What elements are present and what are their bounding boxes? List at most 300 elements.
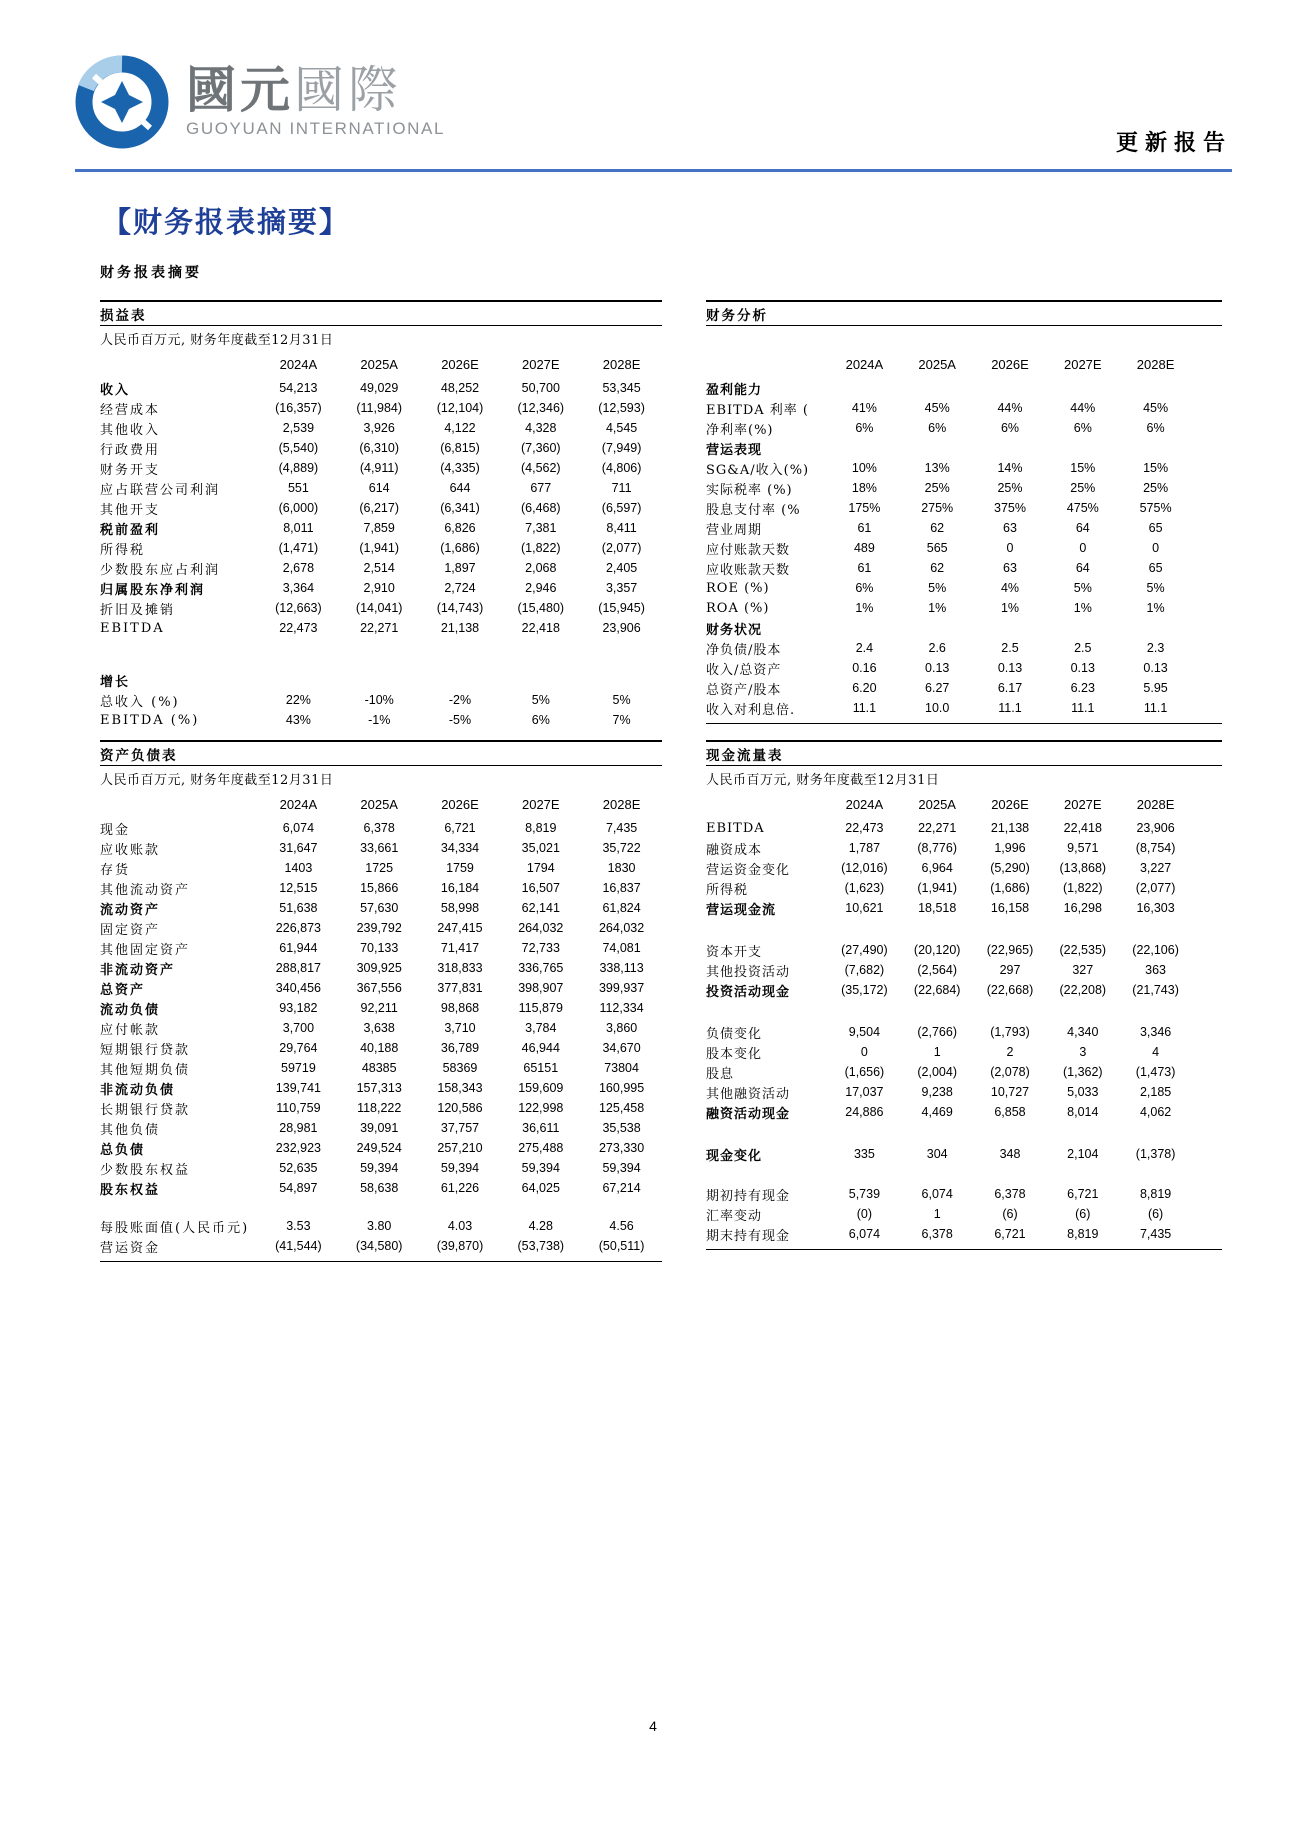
cell-value: 6% — [1146, 421, 1165, 435]
cell-value: 160,995 — [598, 1081, 645, 1095]
cell-value: 4,062 — [1139, 1105, 1172, 1119]
cell-value: 6,378 — [363, 821, 395, 835]
cell-value: 59,394 — [360, 1161, 399, 1175]
cell-value: 46,944 — [521, 1041, 560, 1055]
cell-value: 1 — [933, 1045, 941, 1059]
cell-value: 3,346 — [1139, 1025, 1172, 1039]
table-row — [706, 598, 1222, 618]
cell-value: (5,290) — [990, 861, 1030, 875]
cell-value: (1,686) — [440, 541, 480, 555]
row-label: 非流动负债 — [100, 1082, 176, 1098]
cell-value: 15,866 — [360, 881, 399, 895]
cell-value: 175% — [848, 501, 881, 515]
cell-value: 12,515 — [279, 881, 318, 895]
cell-value: (1,822) — [1062, 881, 1103, 895]
row-label: 其他投资活动 — [706, 964, 791, 980]
row-spacer — [706, 1164, 1222, 1184]
table-row — [706, 398, 1222, 418]
cell-value: 1% — [928, 601, 947, 615]
cell-value: 52,635 — [279, 1161, 318, 1175]
table-row — [706, 578, 1222, 598]
table-row — [100, 1178, 662, 1198]
cell-value: 35,538 — [602, 1121, 641, 1135]
year-label: 2026E — [441, 357, 479, 372]
cell-value: 3,926 — [363, 421, 395, 435]
cell-value: 54,213 — [279, 381, 318, 395]
cell-value: 10,621 — [845, 901, 884, 915]
cell-value: 10,727 — [990, 1085, 1030, 1099]
row-label: 营运资金 — [100, 1240, 161, 1256]
row-label: 资本开支 — [706, 944, 763, 960]
cell-value: 1,787 — [848, 841, 881, 855]
cell-value: 3,364 — [282, 581, 315, 595]
cell-value: 70,133 — [360, 941, 399, 955]
cell-value: 71,417 — [440, 941, 480, 955]
table-row — [706, 1042, 1222, 1062]
table-row — [100, 598, 662, 618]
cell-value: 6.23 — [1070, 681, 1095, 695]
cell-value: 6% — [531, 713, 550, 727]
cell-value: 1,897 — [444, 561, 476, 575]
cell-value: 2.5 — [1074, 641, 1092, 655]
cell-value: (6) — [1002, 1207, 1018, 1221]
cell-value: 50,700 — [521, 381, 560, 395]
table-row — [706, 1082, 1222, 1102]
cell-value: 62,141 — [521, 901, 560, 915]
row-label: 其他流动资产 — [100, 882, 191, 898]
table-row — [706, 558, 1222, 578]
row-label: 负债变化 — [706, 1026, 763, 1042]
year-label: 2025A — [360, 797, 398, 812]
cell-value: 44% — [1070, 401, 1096, 415]
row-label: 投资活动现金 — [706, 984, 791, 1000]
table-row — [706, 1224, 1222, 1244]
page-number: 4 — [649, 1718, 657, 1734]
cell-value: 575% — [1139, 501, 1172, 515]
year-label: 2027E — [1063, 797, 1102, 812]
cell-value: (1,473) — [1135, 1065, 1176, 1079]
cell-value: 0 — [1006, 541, 1014, 555]
table-unit-note: 人民币百万元, 财务年度截至12月31日 — [100, 333, 334, 348]
cell-value: 377,831 — [437, 981, 483, 995]
cell-value: 23,906 — [602, 621, 641, 635]
cell-value: 2,185 — [1139, 1085, 1172, 1099]
cell-value: (0) — [856, 1207, 873, 1221]
cell-value: 6,378 — [921, 1227, 953, 1241]
cell-value: 348 — [999, 1147, 1021, 1161]
cell-value: (4,562) — [520, 461, 561, 475]
cell-value: 45% — [1143, 401, 1169, 415]
cell-value: 2,068 — [525, 561, 557, 575]
cell-value: (8,776) — [917, 841, 957, 855]
cell-value: 93,182 — [279, 1001, 318, 1015]
cell-value: 48,252 — [440, 381, 480, 395]
table-row — [706, 478, 1222, 498]
table-row — [100, 958, 662, 978]
cell-value: -10% — [364, 693, 394, 707]
cell-value: 22,418 — [521, 621, 560, 635]
cell-value: 3 — [1079, 1045, 1087, 1059]
cell-value: 65151 — [523, 1061, 559, 1075]
cell-value: 288,817 — [275, 961, 321, 975]
brand-name-cn-dark: 國元 — [186, 60, 294, 119]
cell-value: 139,741 — [275, 1081, 321, 1095]
row-label: 实际税率 (%) — [706, 482, 793, 498]
cell-value: 57,630 — [360, 901, 399, 915]
cell-value: 15% — [1143, 461, 1169, 475]
cell-value: 551 — [287, 481, 309, 495]
row-label: 收入 — [100, 382, 131, 398]
cell-value: 8,819 — [1067, 1227, 1099, 1241]
cell-value: 36,789 — [440, 1041, 480, 1055]
row-label: 其他收入 — [100, 422, 161, 438]
cell-value: 3,227 — [1139, 861, 1172, 875]
cell-value: (34,580) — [355, 1239, 403, 1253]
cell-value: 28,981 — [279, 1121, 318, 1135]
table-row — [100, 1018, 662, 1038]
cell-value: 118,222 — [357, 1101, 402, 1115]
table-row — [100, 558, 662, 578]
cell-value: 4,328 — [525, 421, 557, 435]
year-label: 2026E — [991, 797, 1029, 812]
row-label: 所得税 — [100, 542, 146, 558]
row-label: 营运现金流 — [706, 902, 777, 918]
cell-value: 67,214 — [602, 1181, 641, 1195]
cell-value: 73804 — [604, 1061, 639, 1075]
cell-value: 475% — [1066, 501, 1099, 515]
cell-value: 110,759 — [276, 1101, 321, 1115]
cell-value: (13,868) — [1059, 861, 1107, 875]
row-label: 应收账款天数 — [706, 562, 791, 578]
table-row — [100, 878, 662, 898]
cell-value: 6,074 — [282, 821, 315, 835]
cell-value: 275% — [921, 501, 954, 515]
cell-value: 0 — [1152, 541, 1160, 555]
cell-value: 239,792 — [356, 921, 402, 935]
cell-value: 5% — [531, 693, 550, 707]
table-row — [100, 458, 662, 478]
cell-value: (14,743) — [436, 601, 484, 615]
cell-value: 8,819 — [525, 821, 557, 835]
cell-value: 3,710 — [444, 1021, 476, 1035]
row-label: 固定资产 — [100, 922, 161, 938]
cell-value: 36,611 — [522, 1121, 560, 1135]
cell-value: 6,826 — [444, 521, 476, 535]
cell-value: 6% — [855, 581, 874, 595]
table-row — [706, 878, 1222, 898]
table-title: 损益表 — [100, 300, 662, 326]
cell-value: (7,360) — [520, 441, 561, 455]
cell-value: 158,343 — [437, 1081, 483, 1095]
cell-value: (6,310) — [359, 441, 399, 455]
cell-value: 7,435 — [1139, 1227, 1172, 1241]
year-label: 2026E — [991, 357, 1029, 372]
cell-value: 61,944 — [279, 941, 318, 955]
table-row — [706, 898, 1222, 918]
table-row — [100, 858, 662, 878]
cell-value: (22,965) — [986, 943, 1034, 957]
table-row — [706, 1062, 1222, 1082]
row-label: ROE (%) — [706, 580, 770, 596]
brand-text — [186, 54, 445, 139]
cell-value: (1,471) — [278, 541, 319, 555]
cell-value: (7,949) — [601, 441, 642, 455]
cell-value: 11.1 — [852, 701, 877, 715]
cell-value: 25% — [1070, 481, 1096, 495]
row-label: EBITDA — [706, 820, 765, 836]
cell-value: 16,184 — [440, 881, 480, 895]
page-title: 【财务报表摘要】 — [102, 205, 351, 239]
cell-value: 22,473 — [279, 621, 318, 635]
cell-value: (6) — [1147, 1207, 1164, 1221]
cell-value: 63 — [1003, 561, 1017, 575]
table-row — [100, 1098, 662, 1118]
cell-value: 61,226 — [440, 1181, 480, 1195]
cell-value: 398,907 — [518, 981, 564, 995]
row-spacer — [100, 638, 662, 670]
row-label: 少数股东权益 — [100, 1162, 191, 1178]
cell-value: 3.80 — [367, 1219, 392, 1233]
cell-value: 31,647 — [279, 841, 318, 855]
cell-value: 59,394 — [521, 1161, 560, 1175]
cell-value: 44% — [997, 401, 1023, 415]
year-label: 2027E — [521, 797, 560, 812]
table-title: 现金流量表 — [706, 740, 1222, 766]
cell-value: 54,897 — [279, 1181, 318, 1195]
row-label: 净负债/股本 — [706, 642, 782, 658]
cell-value: (6,341) — [440, 501, 480, 515]
cell-value: 4,340 — [1067, 1025, 1099, 1039]
cell-value: 399,937 — [598, 981, 645, 995]
cell-value: 120,586 — [437, 1101, 483, 1115]
cell-value: 264,032 — [598, 921, 645, 935]
year-label: 2028E — [1136, 357, 1175, 372]
table-row — [706, 458, 1222, 478]
table-row — [706, 1102, 1222, 1122]
table-row — [706, 498, 1222, 518]
cash-flow-table — [706, 740, 1222, 1250]
year-label: 2028E — [1136, 797, 1175, 812]
cell-value: (15,480) — [517, 601, 565, 615]
cell-value: (12,016) — [841, 861, 888, 875]
table-row — [100, 398, 662, 418]
cell-value: 21,138 — [990, 821, 1030, 835]
table-row — [100, 978, 662, 998]
cell-value: 61 — [857, 521, 872, 535]
cell-value: 2,405 — [605, 561, 638, 575]
cell-value: (1,686) — [990, 881, 1030, 895]
cell-value: (22,208) — [1059, 983, 1107, 997]
row-label: 每股账面值(人民币元) — [100, 1220, 250, 1236]
cell-value: 6% — [1073, 421, 1092, 435]
cell-value: 1% — [1000, 601, 1020, 615]
cell-value: 61 — [857, 561, 872, 575]
cell-value: 24,886 — [845, 1105, 884, 1119]
cell-value: 3.53 — [286, 1219, 311, 1233]
cell-value: 10% — [851, 461, 877, 475]
year-label: 2024A — [279, 357, 318, 372]
cell-value: 297 — [999, 963, 1021, 977]
cell-value: 4% — [1000, 581, 1020, 595]
cell-value: 58,998 — [440, 901, 480, 915]
cell-value: (12,593) — [598, 401, 645, 415]
cell-value: 257,210 — [437, 1141, 483, 1155]
row-label: EBITDA 利率 ( — [706, 402, 809, 418]
cell-value: (2,564) — [917, 963, 957, 977]
cell-value: 1% — [1073, 601, 1092, 615]
cell-value: (39,870) — [436, 1239, 484, 1253]
cell-value: 375% — [994, 501, 1026, 515]
cell-value: 6,858 — [994, 1105, 1026, 1119]
cell-value: 18% — [851, 481, 877, 495]
cell-value: 273,330 — [598, 1141, 645, 1155]
cell-value: (1,941) — [917, 881, 957, 895]
cell-value: 16,507 — [521, 881, 560, 895]
year-header-row — [706, 351, 1222, 378]
table-row — [100, 1216, 662, 1236]
cell-value: 2.6 — [928, 641, 946, 655]
cell-value: (22,668) — [986, 983, 1034, 997]
cell-value: 318,833 — [437, 961, 483, 975]
cell-value: 5% — [928, 581, 947, 595]
cell-value: 122,998 — [518, 1101, 564, 1115]
cell-value: 21,138 — [440, 621, 480, 635]
cell-value: 65 — [1148, 521, 1163, 535]
cell-value: 16,837 — [602, 881, 641, 895]
table-row — [706, 638, 1222, 658]
cell-value: 6,074 — [848, 1227, 881, 1241]
table-row — [100, 618, 662, 638]
year-label: 2028E — [602, 797, 641, 812]
cell-value: 0.16 — [852, 661, 877, 675]
row-label: 融资活动现金 — [706, 1106, 791, 1122]
cell-value: 2 — [1006, 1045, 1014, 1059]
table-row — [706, 980, 1222, 1000]
row-label: 应付帐款 — [100, 1022, 161, 1038]
cell-value: 61,824 — [602, 901, 641, 915]
cell-value: 0.13 — [925, 661, 950, 675]
row-label: 税前盈利 — [100, 522, 161, 538]
cell-value: 1830 — [607, 861, 636, 875]
cell-value: 4.56 — [609, 1219, 634, 1233]
cell-value: (53,738) — [517, 1239, 565, 1253]
row-label: 流动负债 — [100, 1002, 161, 1018]
cell-value: 43% — [285, 713, 311, 727]
cell-value: 51,638 — [279, 901, 318, 915]
cell-value: 275,488 — [518, 1141, 564, 1155]
cell-value: 112,334 — [599, 1001, 644, 1015]
cell-value: (12,346) — [517, 401, 565, 415]
cell-value: 9,504 — [848, 1025, 881, 1039]
cell-value: 92,211 — [360, 1001, 398, 1015]
row-label: ROA (%) — [706, 600, 770, 616]
cell-value: (1,378) — [1135, 1147, 1176, 1161]
cell-value: (2,077) — [601, 541, 642, 555]
cell-value: 62 — [930, 521, 945, 535]
cell-value: (5,540) — [278, 441, 319, 455]
cell-value: 33,661 — [360, 841, 399, 855]
table-title: 财务分析 — [706, 300, 1222, 326]
cell-value: (6,597) — [601, 501, 642, 515]
cell-value: 2,678 — [282, 561, 315, 575]
table-row — [100, 498, 662, 518]
cell-value: 41% — [851, 401, 877, 415]
cell-value: 2,104 — [1067, 1147, 1099, 1161]
cell-value: 338,113 — [599, 961, 644, 975]
cell-value: (2,078) — [990, 1065, 1030, 1079]
row-label: 其他融资活动 — [706, 1086, 791, 1102]
cell-value: 2.4 — [855, 641, 874, 655]
row-label: 收入/总资产 — [706, 662, 782, 678]
cell-value: (12,663) — [275, 601, 322, 615]
cell-value: 49,029 — [360, 381, 399, 395]
cell-value: 64 — [1075, 561, 1090, 575]
row-label: 应占联营公司利润 — [100, 482, 221, 498]
cell-value: 16,158 — [990, 901, 1030, 915]
cell-value: 22% — [285, 693, 311, 707]
cell-value: 247,415 — [437, 921, 483, 935]
row-label: 非流动资产 — [100, 962, 176, 978]
row-label: SG&A/收入(%) — [706, 462, 810, 478]
cell-value: 17,037 — [845, 1085, 884, 1099]
brand-name-en: GUOYUAN INTERNATIONAL — [186, 118, 446, 138]
row-spacer — [706, 1122, 1222, 1144]
cell-value: 59,394 — [440, 1161, 480, 1175]
row-label: 融资成本 — [706, 842, 763, 858]
cell-value: 9,571 — [1067, 841, 1099, 855]
cell-value: 4 — [1152, 1045, 1160, 1059]
cell-value: 34,670 — [602, 1041, 641, 1055]
year-label: 2024A — [845, 357, 884, 372]
table-row — [100, 818, 662, 838]
cell-value: 62 — [930, 561, 945, 575]
cell-value: 0.13 — [997, 661, 1023, 675]
table-row — [706, 698, 1222, 718]
table-row — [100, 478, 662, 498]
year-label: 2024A — [845, 797, 884, 812]
row-label: 其他负债 — [100, 1122, 161, 1138]
cell-value: (6) — [1075, 1207, 1091, 1221]
table-row — [100, 710, 662, 730]
cell-value: 34,334 — [440, 841, 480, 855]
cell-value: 22,473 — [845, 821, 884, 835]
row-label: 总负债 — [100, 1142, 146, 1158]
table-row — [100, 378, 662, 398]
cell-value: 5,033 — [1067, 1085, 1099, 1099]
cell-value: 2,910 — [363, 581, 395, 595]
cell-value: 363 — [1145, 963, 1167, 977]
row-label: 少数股东应占利润 — [100, 562, 221, 578]
cell-value: 5% — [1146, 581, 1165, 595]
header-rule — [75, 169, 1232, 172]
year-label: 2027E — [1063, 357, 1102, 372]
cell-value: 159,609 — [518, 1081, 564, 1095]
cell-value: 9,238 — [921, 1085, 953, 1099]
year-label: 2024A — [279, 797, 318, 812]
row-label: 存货 — [100, 862, 131, 878]
cell-value: (35,172) — [841, 983, 888, 997]
section-header-row — [706, 378, 1222, 398]
cell-value: 2.5 — [1001, 641, 1019, 655]
year-label: 2028E — [602, 357, 641, 372]
report-type-label: 更新报告 — [1115, 130, 1232, 156]
row-label: 期末持有现金 — [706, 1228, 791, 1244]
cell-value: 15% — [1070, 461, 1096, 475]
year-label: 2025A — [918, 797, 956, 812]
cell-value: (1,656) — [844, 1065, 885, 1079]
section-heading: 财务报表摘要 — [100, 265, 202, 281]
cell-value: 0 — [1079, 541, 1087, 555]
